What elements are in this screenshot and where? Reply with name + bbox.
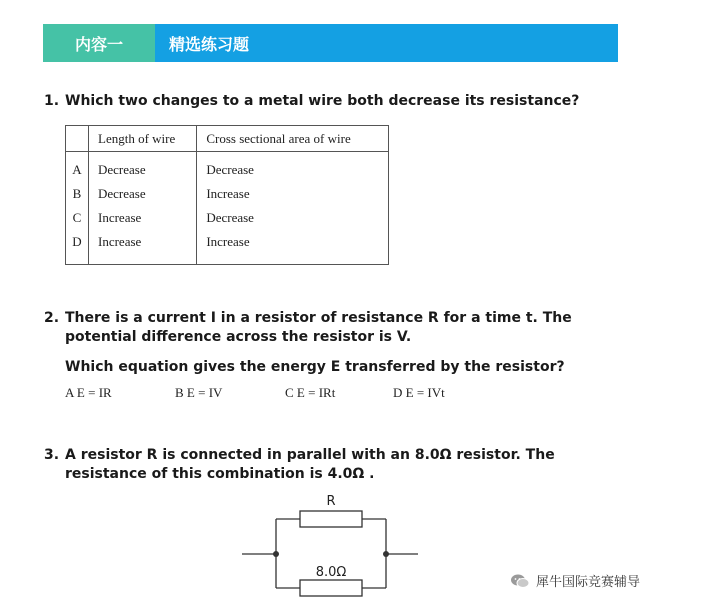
table-header-row — [66, 126, 389, 152]
row-area: Decrease — [206, 210, 254, 225]
banner-tag: 内容一 — [43, 24, 155, 62]
question-1-number: 1. — [44, 93, 60, 109]
watermark — [510, 571, 640, 590]
row-area: Increase — [206, 186, 250, 201]
resistor-r-label: R — [326, 494, 336, 509]
table-row — [66, 230, 389, 265]
question-2-number: 2. — [44, 310, 60, 326]
question-2-text: There is a current I in a resistor of resistance R for a time t. The potential difference across the resistor is V. — [65, 310, 572, 345]
question-1-text: Which two changes to a metal wire both decrease its resistance? — [65, 93, 580, 109]
row-area: Increase — [206, 234, 250, 249]
row-letter: C — [66, 206, 89, 230]
parallel-circuit-diagram — [240, 490, 420, 600]
watermark-text: 犀牛国际竞赛辅导 — [536, 575, 641, 590]
wechat-icon — [510, 573, 530, 589]
resistor-8-ohm-label: 8.0Ω — [315, 565, 347, 580]
question-3-text: A resistor R is connected in parallel with an 8.0Ω resistor. The resistance of this combination is 4.0Ω . — [65, 447, 555, 482]
resistor-8-ohm — [300, 580, 362, 596]
right-junction-dot — [383, 551, 389, 557]
choice-d: D E = IVt — [393, 385, 445, 400]
options-table — [65, 125, 389, 265]
row-length: Increase — [89, 206, 197, 230]
table-row — [66, 182, 389, 206]
question-2 — [44, 309, 604, 347]
row-length: Increase — [89, 230, 197, 265]
table-row — [66, 152, 389, 183]
table-header-length: Length of wire — [89, 126, 197, 152]
row-length: Decrease — [89, 182, 197, 206]
question-3 — [44, 446, 624, 484]
question-2-choices — [65, 385, 485, 403]
table-row — [66, 206, 389, 230]
table-header-letter — [66, 126, 89, 152]
row-letter: B — [66, 182, 89, 206]
row-area: Decrease — [206, 162, 254, 177]
left-junction-dot — [273, 551, 279, 557]
choice-b: B E = IV — [175, 385, 223, 400]
row-letter: A — [66, 152, 89, 183]
section-banner — [43, 24, 618, 62]
question-2-subquestion: Which equation gives the energy E transferred by the resistor? — [65, 359, 565, 375]
resistor-r — [300, 511, 362, 527]
row-length: Decrease — [89, 152, 197, 183]
choice-a: A E = IR — [65, 385, 112, 400]
banner-title: 精选练习题 — [155, 24, 618, 62]
question-3-number: 3. — [44, 447, 60, 463]
row-letter: D — [66, 230, 89, 265]
question-1 — [44, 92, 604, 111]
choice-c: C E = IRt — [285, 385, 336, 400]
table-header-area: Cross sectional area of wire — [197, 126, 389, 152]
